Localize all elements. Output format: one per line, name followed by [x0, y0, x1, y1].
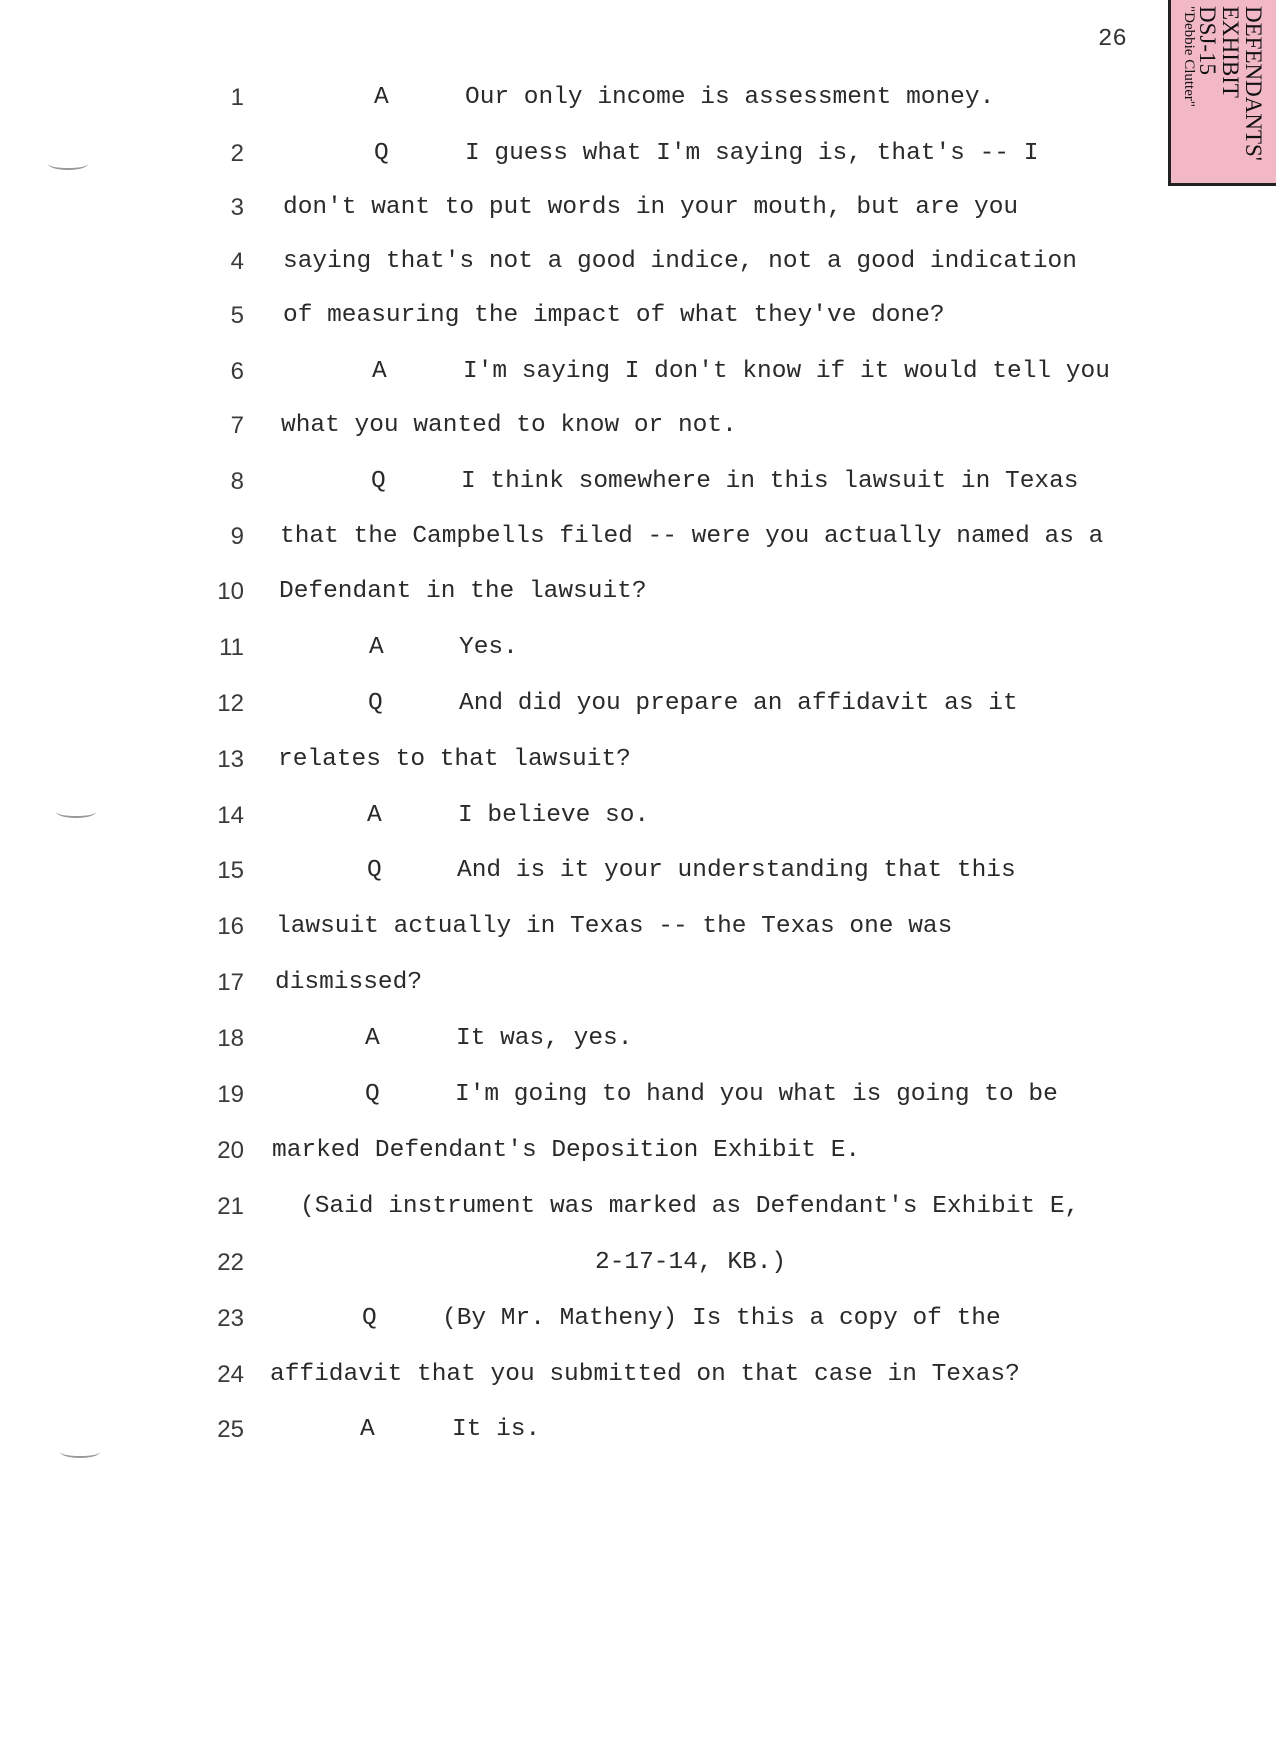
transcript-line: [0, 84, 1160, 124]
line-number: 16: [217, 913, 244, 940]
line-number: 2: [230, 140, 244, 167]
line-number: 11: [219, 634, 244, 661]
line-number: 3: [230, 194, 244, 221]
line-text: I think somewhere in this lawsuit in Texas: [461, 468, 1079, 495]
transcript-line: [0, 1137, 1160, 1177]
line-number: 18: [217, 1025, 244, 1052]
line-text: I'm going to hand you what is going to be: [455, 1081, 1058, 1108]
line-text: And is it your understanding that this: [457, 857, 1016, 884]
line-text: Yes.: [459, 634, 518, 661]
transcript-line: [0, 802, 1160, 842]
line-number: 9: [230, 523, 244, 550]
line-text: lawsuit actually in Texas -- the Texas one was: [276, 913, 953, 940]
transcript-line: [0, 913, 1160, 953]
transcript-line: [0, 1416, 1160, 1456]
transcript-line: [0, 969, 1160, 1009]
speaker-label: A: [372, 358, 387, 385]
line-text: (Said instrument was marked as Defendant's Exhibit E,: [300, 1193, 1080, 1220]
exhibit-sticker-line3: DSJ-15: [1195, 6, 1220, 76]
line-number: 1: [230, 84, 244, 111]
line-text: I'm saying I don't know if it would tell you: [463, 358, 1110, 385]
line-text: don't want to put words in your mouth, but are you: [283, 194, 1019, 221]
transcript-line: [0, 412, 1160, 452]
line-text: Defendant in the lawsuit?: [279, 578, 647, 605]
transcript-line: [0, 302, 1160, 342]
transcript-line: [0, 634, 1160, 674]
transcript-line: [0, 523, 1160, 563]
transcript-line: [0, 1305, 1160, 1345]
speaker-label: Q: [368, 690, 383, 717]
line-number: 19: [217, 1081, 244, 1108]
line-number: 24: [217, 1361, 244, 1388]
line-number: 23: [217, 1305, 244, 1332]
line-number: 13: [217, 746, 244, 773]
transcript-line: [0, 358, 1160, 398]
speaker-label: A: [360, 1416, 375, 1443]
page-number: 26: [1098, 26, 1127, 53]
speaker-label: Q: [365, 1081, 380, 1108]
speaker-label: A: [369, 634, 384, 661]
line-number: 25: [217, 1416, 244, 1443]
line-text: It is.: [452, 1416, 541, 1443]
transcript-line: [0, 468, 1160, 508]
speaker-label: A: [367, 802, 382, 829]
transcript-line: [0, 1025, 1160, 1065]
line-text: (By Mr. Matheny) Is this a copy of the: [442, 1305, 1001, 1332]
line-text: saying that's not a good indice, not a good indication: [283, 248, 1077, 275]
speaker-label: Q: [371, 468, 386, 495]
line-number: 12: [217, 690, 244, 717]
transcript-line: [0, 248, 1160, 288]
line-text: I guess what I'm saying is, that's -- I: [465, 140, 1039, 167]
line-text: And did you prepare an affidavit as it: [459, 690, 1018, 717]
transcript-line: [0, 1193, 1160, 1233]
line-number: 21: [217, 1193, 244, 1220]
line-text: marked Defendant's Deposition Exhibit E.: [272, 1137, 861, 1164]
line-text: what you wanted to know or not.: [281, 412, 737, 439]
line-text: relates to that lawsuit?: [278, 746, 631, 773]
line-text: of measuring the impact of what they've done?: [283, 302, 945, 329]
line-number: 6: [230, 358, 244, 385]
line-number: 20: [217, 1137, 244, 1164]
transcript-line: [0, 1081, 1160, 1121]
transcript-line: [0, 194, 1160, 234]
exhibit-sticker-line4: "Debbie Clutter": [1181, 6, 1197, 107]
transcript-line: [0, 746, 1160, 786]
line-number: 22: [217, 1249, 244, 1276]
exhibit-sticker-text: [1181, 6, 1265, 161]
line-text: I believe so.: [458, 802, 650, 829]
speaker-label: A: [365, 1025, 380, 1052]
speaker-label: A: [374, 84, 389, 111]
line-number: 15: [217, 857, 244, 884]
speaker-label: Q: [367, 857, 382, 884]
line-text: Our only income is assessment money.: [465, 84, 995, 111]
line-number: 10: [217, 578, 244, 605]
line-number: 4: [230, 248, 244, 275]
speaker-label: Q: [374, 140, 389, 167]
line-number: 14: [217, 802, 244, 829]
exhibit-sticker-line2: EXHIBIT: [1218, 6, 1243, 98]
transcript-line: [0, 690, 1160, 730]
line-text: It was, yes.: [456, 1025, 633, 1052]
exhibit-sticker: [1168, 0, 1276, 186]
line-text: affidavit that you submitted on that case in Texas?: [270, 1361, 1020, 1388]
transcript-line: [0, 1249, 1160, 1289]
exhibit-sticker-line1: DEFENDANTS': [1241, 6, 1266, 161]
transcript-line: [0, 578, 1160, 618]
line-text: that the Campbells filed -- were you actually named as a: [280, 523, 1104, 550]
line-number: 5: [230, 302, 244, 329]
line-text: 2-17-14, KB.): [595, 1249, 787, 1276]
line-number: 17: [217, 969, 244, 996]
line-number: 7: [230, 412, 244, 439]
line-text: dismissed?: [275, 969, 423, 996]
transcript-line: [0, 857, 1160, 897]
line-number: 8: [230, 468, 244, 495]
speaker-label: Q: [362, 1305, 377, 1332]
transcript-line: [0, 1361, 1160, 1401]
transcript-line: [0, 140, 1160, 180]
